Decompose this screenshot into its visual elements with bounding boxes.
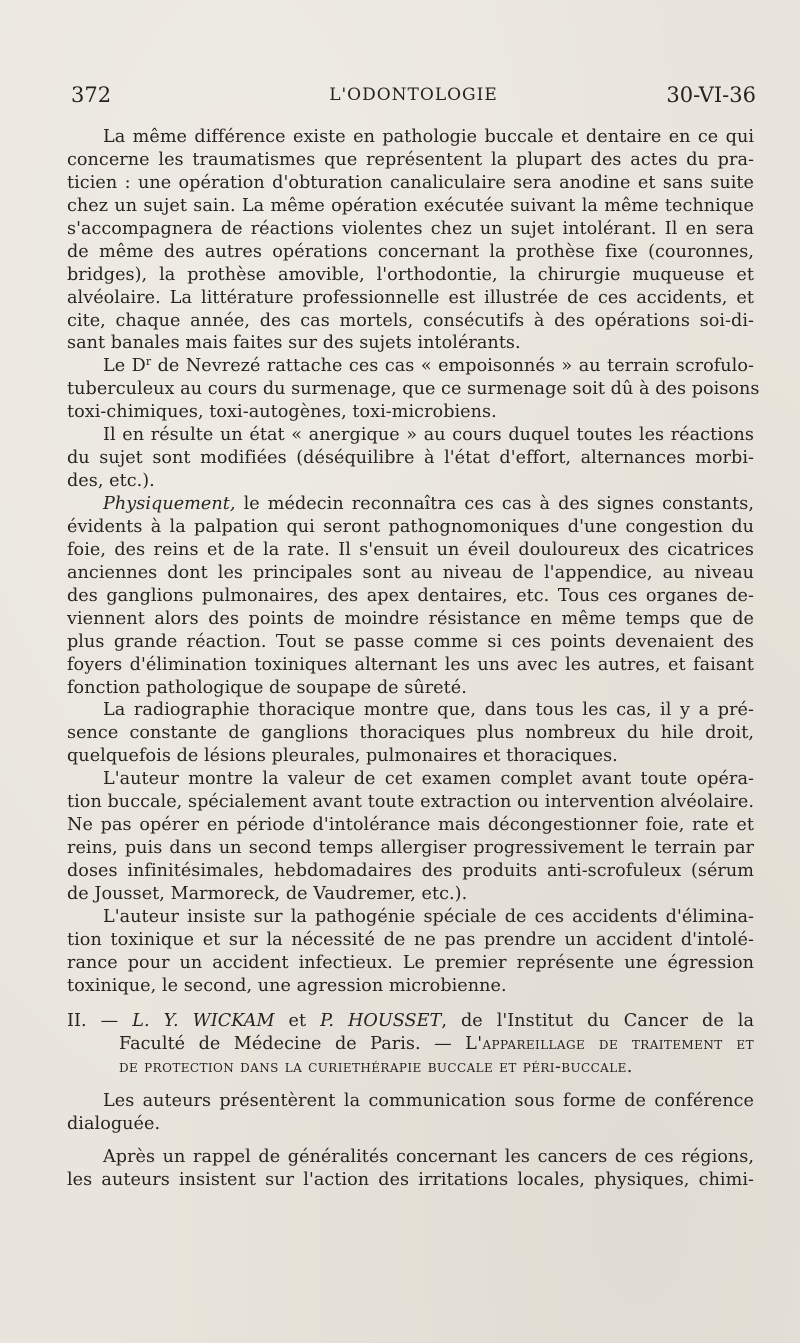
text-line: toxi-chimiques, toxi-autogènes, toxi-microbiens. <box>67 402 497 423</box>
paragraph <box>67 1146 754 1192</box>
text-line: tuberculeux au cours du surmenage, que ce surmenage soit dû à des poisons <box>67 379 760 400</box>
paragraph <box>67 355 760 424</box>
paragraph <box>67 906 754 998</box>
text-line: ticien : une opération d'obturation canaliculaire sera anodine et sans suite <box>67 172 754 193</box>
paragraph <box>67 768 754 906</box>
text-line: du sujet sont modifiées (déséquilibre à l'état d'effort, alternances morbi- <box>67 448 754 469</box>
paragraph <box>67 1090 754 1136</box>
text-line: foie, des reins et de la rate. Il s'ensuit un éveil douloureux des cicatrices <box>67 539 754 560</box>
text-line: L'auteur insiste sur la pathogénie spéciale de ces accidents d'élimina- <box>103 906 754 927</box>
text-line: des, etc.). <box>67 471 155 492</box>
text-line: sant banales mais faites sur des sujets intolérants. <box>67 333 521 354</box>
author-name: P. HOUSSET <box>320 1010 442 1031</box>
paragraph <box>67 699 754 768</box>
journal-title: L'ODONTOLOGIE <box>329 85 498 105</box>
text-line: reins, puis dans un second temps allergiser progressivement le terrain par <box>67 838 754 859</box>
text-line: alvéolaire. La littérature professionnelle est illustrée de ces accidents, et <box>67 287 754 308</box>
text-line: anciennes dont les principales sont au niveau de l'appendice, au niveau <box>67 562 754 583</box>
text-line: de protection dans la curiethérapie buccale et péri-buccale. <box>119 1056 633 1077</box>
paragraph <box>67 493 754 699</box>
text-line: sence constante de ganglions thoraciques plus nombreux du hile droit, <box>67 723 754 744</box>
text-line: tion buccale, spécialement avant toute extraction ou intervention alvéolaire. <box>67 792 754 813</box>
author-name: L. Y. WICKAM <box>132 1010 275 1031</box>
article-body <box>67 126 760 1192</box>
text-line: Faculté de Médecine de Paris. — L'appareillage de traitement et <box>119 1033 754 1054</box>
text-line: concerne les traumatismes que représentent la plupart des actes du pra- <box>67 149 754 170</box>
text-line: les auteurs insistent sur l'action des irritations locales, physiques, chimi- <box>67 1170 754 1191</box>
text-line: quelquefois de lésions pleurales, pulmonaires et thoraciques. <box>67 746 618 767</box>
text-line: Le $D^r$ de Nevrezé rattache ces cas « empoisonnés » au terrain scrofulo- <box>103 355 754 377</box>
paragraph <box>67 126 754 355</box>
text-line: Les auteurs présentèrent la communication sous forme de conférence <box>103 1091 754 1112</box>
text-line: des ganglions pulmonaires, des apex dentaires, etc. Tous ces organes de- <box>67 585 754 606</box>
text-line: Ne pas opérer en période d'intolérance mais décongestionner foie, rate et <box>67 815 754 836</box>
text-line: rance pour un accident infectieux. Le premier représente une égression <box>67 952 754 973</box>
text-line: La même différence existe en pathologie buccale et dentaire en ce qui <box>103 127 754 147</box>
issue-date: 30-VI-36 <box>666 83 756 107</box>
text-line: évidents à la palpation qui seront pathognomoniques d'une congestion du <box>67 516 754 537</box>
text-line: toxinique, le second, une agression microbienne. <box>67 975 507 996</box>
text-line: fonction pathologique de soupape de sûreté. <box>67 677 467 698</box>
text-line: II. — L. Y. WICKAM et P. HOUSSET, de l'Institut du Cancer de la <box>67 1010 754 1031</box>
text-line: viennent alors des points de moindre résistance en même temps que de <box>67 608 754 629</box>
text-line: de même des autres opérations concernant la prothèse fixe (couronnes, <box>67 241 754 262</box>
text-line: Après un rappel de généralités concernant les cancers de ces régions, <box>103 1147 754 1168</box>
text-line: chez un sujet sain. La même opération exécutée suivant la même technique <box>67 195 754 216</box>
page-number: 372 <box>71 83 112 107</box>
text-line: Physiquement, le médecin reconnaîtra ces cas à des signes constants, <box>103 494 754 514</box>
section-heading <box>67 1010 754 1079</box>
text-line: tion toxinique et sur la nécessité de ne pas prendre un accident d'intolé- <box>67 929 754 950</box>
text-line: cite, chaque année, des cas mortels, consécutifs à des opérations soi-di- <box>67 310 754 331</box>
running-header <box>71 78 756 112</box>
text-line: s'accompagnera de réactions violentes chez un sujet intolérant. Il en sera <box>67 218 754 239</box>
text-line: plus grande réaction. Tout se passe comme si ces points devenaient des <box>67 631 754 652</box>
text-line: Il en résulte un état « anergique » au cours duquel toutes les réactions <box>103 425 754 446</box>
text-line: dialoguée. <box>67 1114 161 1135</box>
text-line: La radiographie thoracique montre que, dans tous les cas, il y a pré- <box>103 700 754 721</box>
text-line: foyers d'élimination toxiniques alternant les uns avec les autres, et faisant <box>67 654 754 675</box>
text-line: bridges), la prothèse amovible, l'orthodontie, la chirurgie muqueuse et <box>67 264 754 285</box>
text-line: doses infinitésimales, hebdomadaires des produits anti-scrofuleux (sérum <box>67 861 754 881</box>
text-line: L'auteur montre la valeur de cet examen complet avant toute opéra- <box>103 769 754 790</box>
text-line: de Jousset, Marmoreck, de Vaudremer, etc.). <box>67 883 468 904</box>
paragraph <box>67 424 754 493</box>
